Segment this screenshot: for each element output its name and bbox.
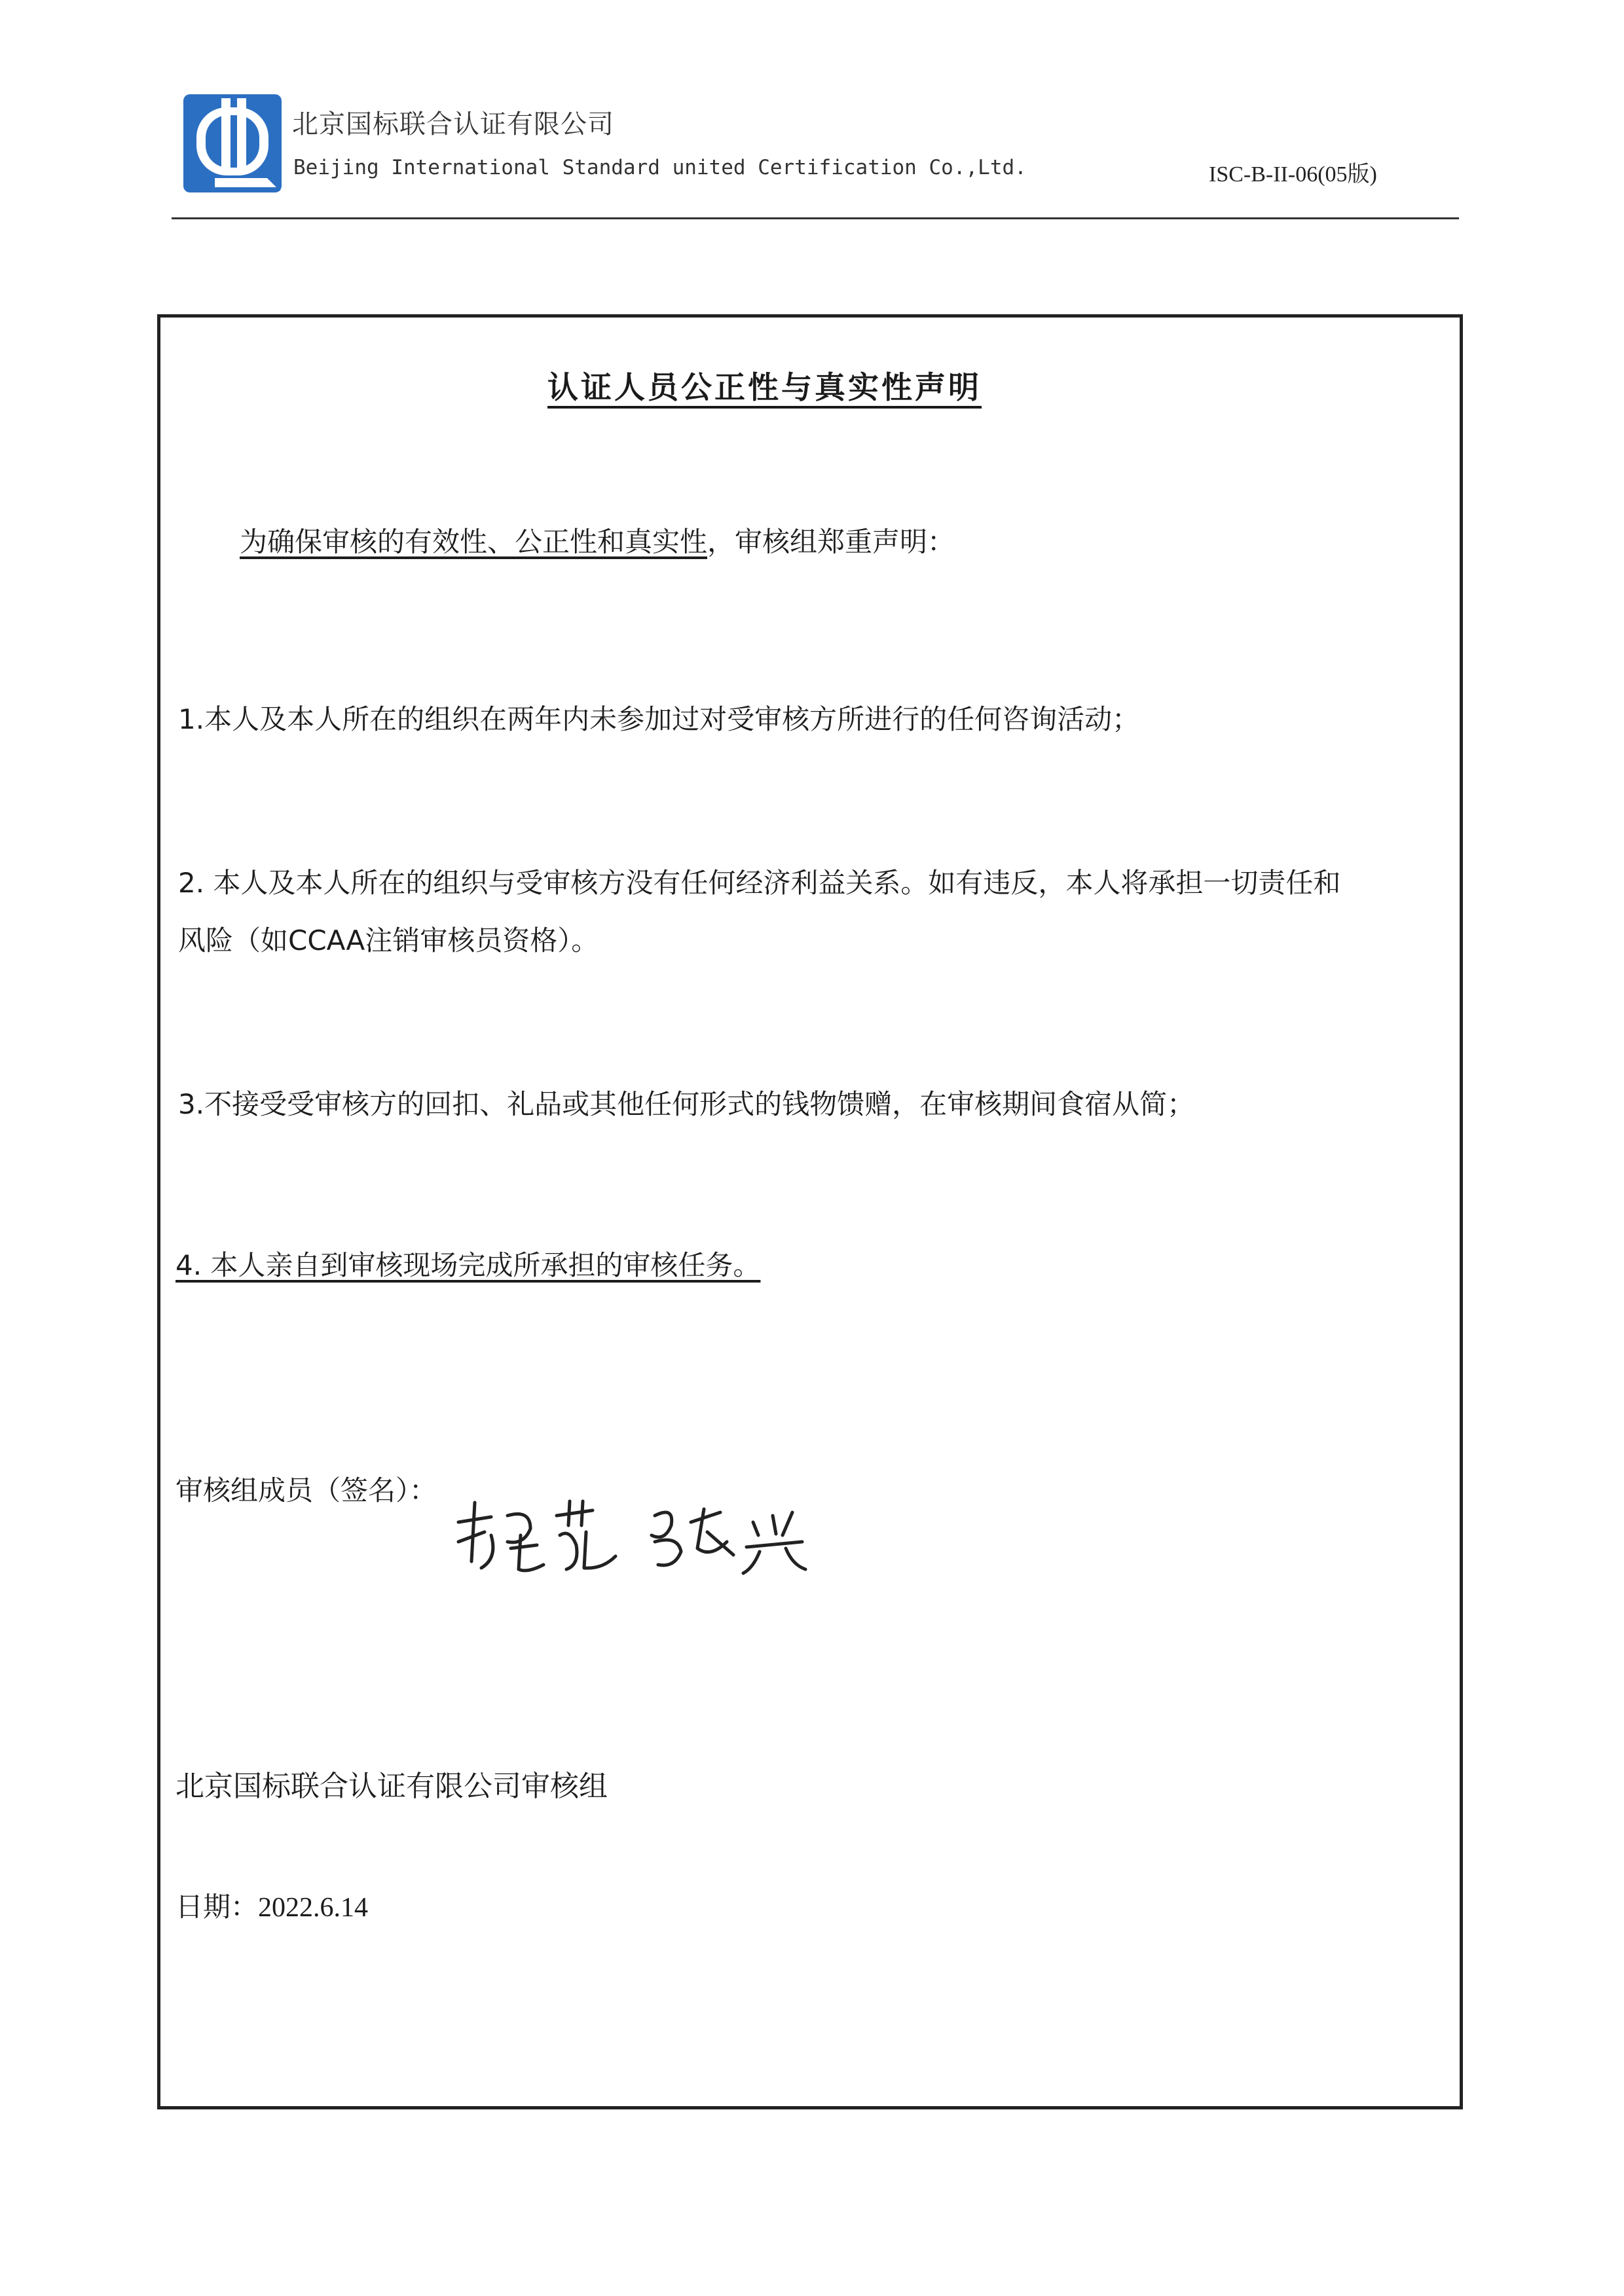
declaration-item-4: 4. 本人亲自到审核现场完成所承担的审核任务。	[175, 1249, 761, 1281]
date-value: 2022.6.14	[258, 1893, 369, 1923]
company-name-cn: 北京国标联合认证有限公司	[292, 109, 614, 139]
company-name-en: Beijing International Standard united Certification Co.,Ltd.	[293, 156, 1027, 179]
handwritten-signature	[445, 1496, 812, 1578]
intro-paragraph	[240, 520, 955, 560]
document-title: 认证人员公正性与真实性声明	[547, 370, 982, 406]
declaration-item-1: 1.本人及本人所在的组织在两年内未参加过对受审核方所进行的任何咨询活动；	[178, 703, 1140, 735]
signature-label: 审核组成员（签名）：	[175, 1474, 437, 1506]
declaration-item-2-line-1: 2. 本人及本人所在的组织与受审核方没有任何经济利益关系。如有违反，本人将承担一切责任和	[178, 867, 1341, 899]
declaration-item-2-line-2: 风险（如CCAA注销审核员资格）。	[178, 924, 599, 957]
form-code: ISC-B-II-06(05版)	[1209, 162, 1377, 187]
intro-rest-text: ，审核组郑重声明：	[707, 526, 955, 558]
audit-team-organization: 北京国标联合认证有限公司审核组	[175, 1770, 608, 1803]
company-logo	[181, 92, 287, 198]
declaration-item-3: 3.不接受受审核方的回扣、礼品或其他任何形式的钱物馈赠，在审核期间食宿从简；	[178, 1088, 1195, 1120]
date-label: 日期：	[175, 1891, 259, 1923]
declaration-frame	[157, 314, 1463, 2109]
date-row	[175, 1886, 368, 1925]
header-divider	[172, 217, 1459, 219]
intro-underlined-text: 为确保审核的有效性、公正性和真实性	[240, 526, 708, 558]
